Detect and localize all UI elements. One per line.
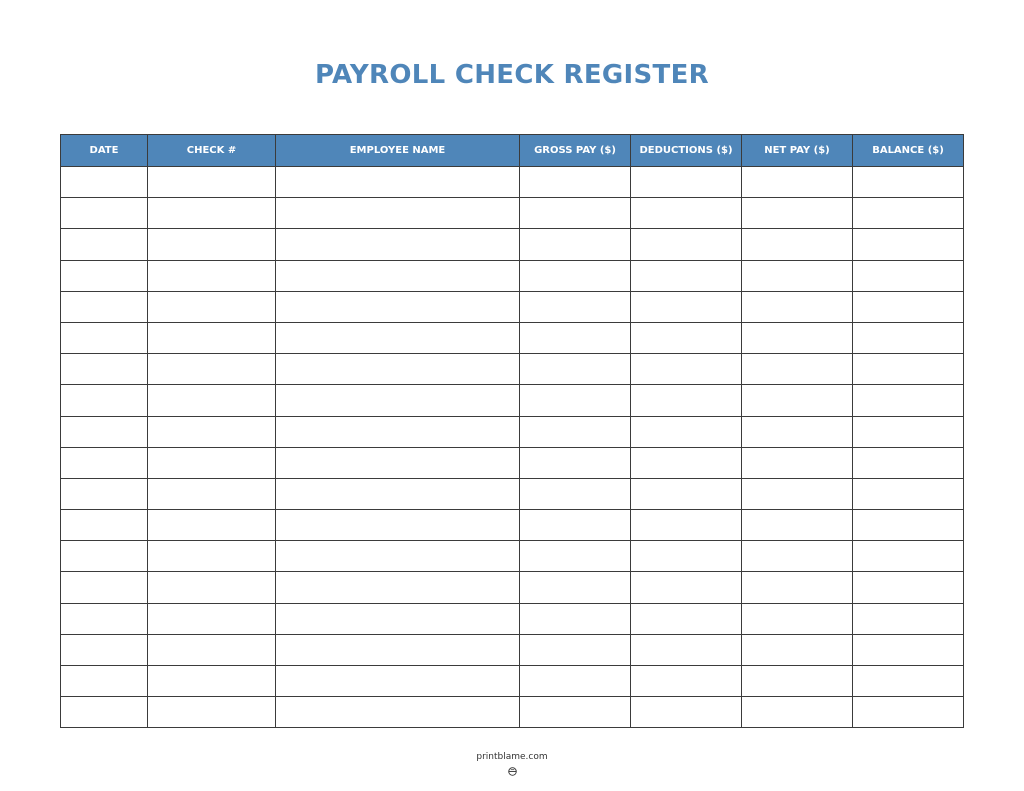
cell-net-pay[interactable]	[742, 572, 853, 603]
cell-balance[interactable]	[853, 322, 964, 353]
cell-balance[interactable]	[853, 291, 964, 322]
cell-gross-pay[interactable]	[520, 416, 631, 447]
cell-check-number[interactable]	[148, 510, 276, 541]
cell-net-pay[interactable]	[742, 198, 853, 229]
cell-net-pay[interactable]	[742, 634, 853, 665]
cell-gross-pay[interactable]	[520, 697, 631, 728]
cell-balance[interactable]	[853, 167, 964, 198]
cell-balance[interactable]	[853, 447, 964, 478]
column-header-net-pay: NET PAY ($)	[742, 135, 853, 167]
cell-check-number[interactable]	[148, 478, 276, 509]
cell-deductions[interactable]	[631, 198, 742, 229]
cell-date[interactable]	[61, 478, 148, 509]
table-row	[61, 541, 964, 572]
cell-net-pay[interactable]	[742, 167, 853, 198]
table-row	[61, 666, 964, 697]
printblame-logo-icon	[508, 767, 517, 776]
cell-check-number[interactable]	[148, 229, 276, 260]
cell-net-pay[interactable]	[742, 322, 853, 353]
cell-gross-pay[interactable]	[520, 478, 631, 509]
cell-gross-pay[interactable]	[520, 167, 631, 198]
footer-site-text: printblame.com	[476, 752, 548, 762]
cell-balance[interactable]	[853, 572, 964, 603]
cell-deductions[interactable]	[631, 666, 742, 697]
cell-date[interactable]	[61, 385, 148, 416]
cell-balance[interactable]	[853, 416, 964, 447]
cell-employee-name[interactable]	[276, 291, 520, 322]
cell-employee-name[interactable]	[276, 447, 520, 478]
cell-gross-pay[interactable]	[520, 634, 631, 665]
cell-balance[interactable]	[853, 354, 964, 385]
cell-balance[interactable]	[853, 385, 964, 416]
cell-net-pay[interactable]	[742, 603, 853, 634]
cell-gross-pay[interactable]	[520, 229, 631, 260]
cell-deductions[interactable]	[631, 354, 742, 385]
cell-check-number[interactable]	[148, 572, 276, 603]
cell-date[interactable]	[61, 229, 148, 260]
cell-deductions[interactable]	[631, 510, 742, 541]
cell-date[interactable]	[61, 354, 148, 385]
cell-deductions[interactable]	[631, 416, 742, 447]
table-row	[61, 198, 964, 229]
cell-balance[interactable]	[853, 198, 964, 229]
table-row	[61, 634, 964, 665]
cell-balance[interactable]	[853, 260, 964, 291]
cell-gross-pay[interactable]	[520, 603, 631, 634]
cell-gross-pay[interactable]	[520, 572, 631, 603]
cell-date[interactable]	[61, 510, 148, 541]
cell-employee-name[interactable]	[276, 260, 520, 291]
cell-employee-name[interactable]	[276, 666, 520, 697]
cell-deductions[interactable]	[631, 260, 742, 291]
cell-net-pay[interactable]	[742, 354, 853, 385]
page-title: PAYROLL CHECK REGISTER	[315, 60, 709, 90]
cell-deductions[interactable]	[631, 291, 742, 322]
cell-check-number[interactable]	[148, 541, 276, 572]
cell-check-number[interactable]	[148, 634, 276, 665]
column-header-deductions: DEDUCTIONS ($)	[631, 135, 742, 167]
cell-date[interactable]	[61, 697, 148, 728]
cell-deductions[interactable]	[631, 603, 742, 634]
cell-gross-pay[interactable]	[520, 198, 631, 229]
column-header-gross-pay: GROSS PAY ($)	[520, 135, 631, 167]
table-row	[61, 260, 964, 291]
cell-deductions[interactable]	[631, 478, 742, 509]
cell-check-number[interactable]	[148, 198, 276, 229]
cell-gross-pay[interactable]	[520, 291, 631, 322]
cell-deductions[interactable]	[631, 167, 742, 198]
cell-check-number[interactable]	[148, 603, 276, 634]
cell-gross-pay[interactable]	[520, 322, 631, 353]
cell-date[interactable]	[61, 447, 148, 478]
cell-balance[interactable]	[853, 697, 964, 728]
cell-deductions[interactable]	[631, 385, 742, 416]
cell-net-pay[interactable]	[742, 229, 853, 260]
cell-employee-name[interactable]	[276, 697, 520, 728]
cell-net-pay[interactable]	[742, 291, 853, 322]
cell-date[interactable]	[61, 167, 148, 198]
cell-check-number[interactable]	[148, 447, 276, 478]
table-row	[61, 510, 964, 541]
table-row	[61, 697, 964, 728]
column-header-employee-name: EMPLOYEE NAME	[276, 135, 520, 167]
cell-employee-name[interactable]	[276, 167, 520, 198]
cell-check-number[interactable]	[148, 167, 276, 198]
cell-gross-pay[interactable]	[520, 447, 631, 478]
table-header-row	[61, 135, 964, 167]
cell-balance[interactable]	[853, 603, 964, 634]
cell-date[interactable]	[61, 572, 148, 603]
cell-deductions[interactable]	[631, 229, 742, 260]
cell-employee-name[interactable]	[276, 478, 520, 509]
table-row	[61, 229, 964, 260]
cell-check-number[interactable]	[148, 260, 276, 291]
cell-employee-name[interactable]	[276, 354, 520, 385]
cell-date[interactable]	[61, 260, 148, 291]
table-body	[61, 167, 964, 728]
cell-date[interactable]	[61, 603, 148, 634]
cell-check-number[interactable]	[148, 291, 276, 322]
cell-date[interactable]	[61, 666, 148, 697]
cell-balance[interactable]	[853, 229, 964, 260]
cell-check-number[interactable]	[148, 322, 276, 353]
cell-gross-pay[interactable]	[520, 541, 631, 572]
column-header-balance: BALANCE ($)	[853, 135, 964, 167]
cell-deductions[interactable]	[631, 634, 742, 665]
cell-balance[interactable]	[853, 666, 964, 697]
cell-employee-name[interactable]	[276, 510, 520, 541]
cell-balance[interactable]	[853, 541, 964, 572]
cell-net-pay[interactable]	[742, 478, 853, 509]
cell-date[interactable]	[61, 541, 148, 572]
cell-deductions[interactable]	[631, 322, 742, 353]
table-row	[61, 354, 964, 385]
cell-check-number[interactable]	[148, 354, 276, 385]
cell-net-pay[interactable]	[742, 541, 853, 572]
table-row	[61, 478, 964, 509]
column-header-check-number: CHECK #	[148, 135, 276, 167]
cell-employee-name[interactable]	[276, 634, 520, 665]
cell-employee-name[interactable]	[276, 603, 520, 634]
cell-employee-name[interactable]	[276, 572, 520, 603]
table-row	[61, 572, 964, 603]
cell-deductions[interactable]	[631, 572, 742, 603]
cell-employee-name[interactable]	[276, 198, 520, 229]
cell-net-pay[interactable]	[742, 385, 853, 416]
column-header-date: DATE	[61, 135, 148, 167]
table-row	[61, 322, 964, 353]
payroll-register-table	[60, 134, 964, 728]
cell-date[interactable]	[61, 198, 148, 229]
cell-gross-pay[interactable]	[520, 385, 631, 416]
cell-deductions[interactable]	[631, 697, 742, 728]
cell-deductions[interactable]	[631, 541, 742, 572]
cell-gross-pay[interactable]	[520, 666, 631, 697]
cell-net-pay[interactable]	[742, 416, 853, 447]
cell-date[interactable]	[61, 416, 148, 447]
cell-check-number[interactable]	[148, 697, 276, 728]
cell-net-pay[interactable]	[742, 510, 853, 541]
cell-date[interactable]	[61, 634, 148, 665]
table-row	[61, 167, 964, 198]
cell-net-pay[interactable]	[742, 447, 853, 478]
cell-employee-name[interactable]	[276, 229, 520, 260]
cell-balance[interactable]	[853, 634, 964, 665]
cell-check-number[interactable]	[148, 666, 276, 697]
cell-net-pay[interactable]	[742, 260, 853, 291]
cell-employee-name[interactable]	[276, 322, 520, 353]
cell-net-pay[interactable]	[742, 666, 853, 697]
cell-check-number[interactable]	[148, 416, 276, 447]
table-row	[61, 291, 964, 322]
cell-balance[interactable]	[853, 478, 964, 509]
cell-gross-pay[interactable]	[520, 510, 631, 541]
table-row	[61, 385, 964, 416]
cell-balance[interactable]	[853, 510, 964, 541]
cell-employee-name[interactable]	[276, 541, 520, 572]
cell-net-pay[interactable]	[742, 697, 853, 728]
cell-date[interactable]	[61, 322, 148, 353]
cell-gross-pay[interactable]	[520, 354, 631, 385]
table-row	[61, 603, 964, 634]
table-row	[61, 416, 964, 447]
cell-check-number[interactable]	[148, 385, 276, 416]
cell-gross-pay[interactable]	[520, 260, 631, 291]
table-row	[61, 447, 964, 478]
cell-employee-name[interactable]	[276, 416, 520, 447]
cell-deductions[interactable]	[631, 447, 742, 478]
cell-employee-name[interactable]	[276, 385, 520, 416]
cell-date[interactable]	[61, 291, 148, 322]
footer	[0, 752, 1024, 776]
